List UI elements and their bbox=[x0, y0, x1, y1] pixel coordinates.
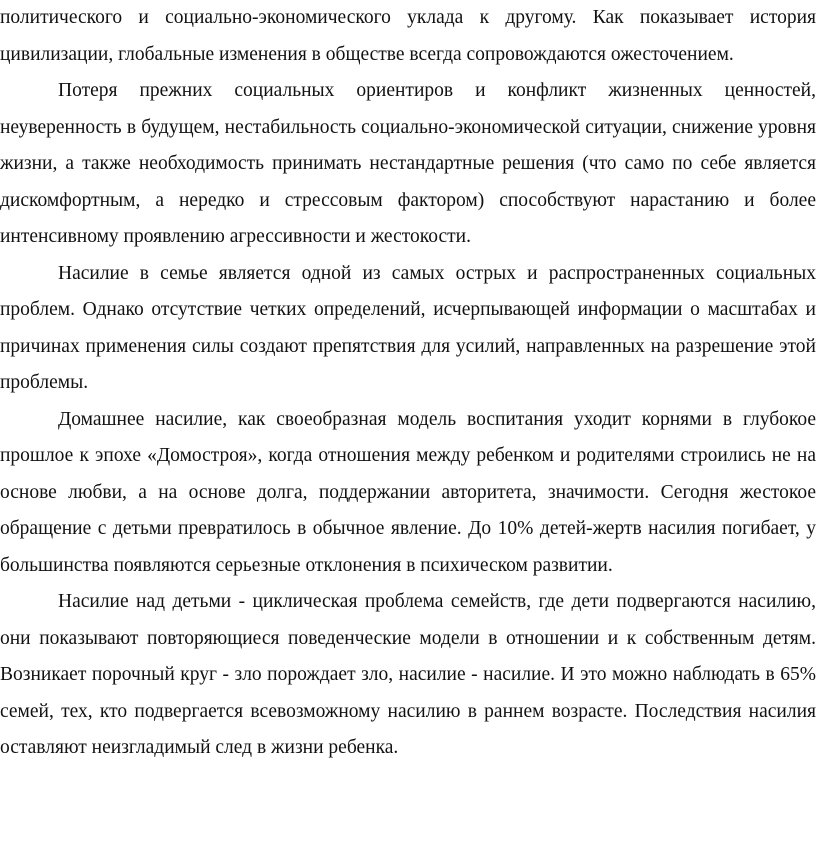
paragraph-social-orientation: Потеря прежних социальных ориентиров и конфликт жизненных ценностей, неуверенность в будущем, нестабильность социально-экономической ситуации, снижение уровня жизни, а также необходимость принимать нестандартные решения (что само по себе является дискомфортным, а нередко и стрессовым фактором) способствуют нарастанию и более интенсивному проявлению агрессивности и жестокости. bbox=[0, 80, 816, 247]
paragraph-domestic-violence: Домашнее насилие, как своеобразная модель воспитания уходит корнями в глубокое прошлое к эпохе «Домостроя», когда отношения между ребенком и родителями строились не на основе любви, а на основе долга, поддержании авторитета, значимости. Сегодня жестокое обращение с детьми превратилось в обычное явление. До 10% детей-жертв насилия погибает, у большинства появляются серьезные отклонения в психическом развитии. bbox=[0, 408, 816, 576]
paragraph-continuation: политического и социально-экономического уклада к другому. Как показывает история цивилизации, глобальные изменения в обществе всегда сопровождаются ожесточением. bbox=[0, 7, 816, 65]
paragraph-family-violence: Насилие в семье является одной из самых острых и распространенных социальных проблем. Однако отсутствие четких определений, исчерпывающей информации о масштабах и причинах применения силы создают препятствия для усилий, направленных на разрешение этой проблемы. bbox=[0, 262, 816, 393]
paragraph-violence-cycle: Насилие над детьми - циклическая проблема семейств, где дети подвергаются насилию, они показывают повторяющиеся поведенческие модели в отношении и к собственным детям. Возникает порочный круг - зло порождает зло, насилие - насилие. И это можно наблюдать в 65% семей, тех, кто подвергается всевозможному насилию в раннем возрасте. Последствия насилия оставляют неизгладимый след в жизни ребенка. bbox=[0, 591, 816, 758]
